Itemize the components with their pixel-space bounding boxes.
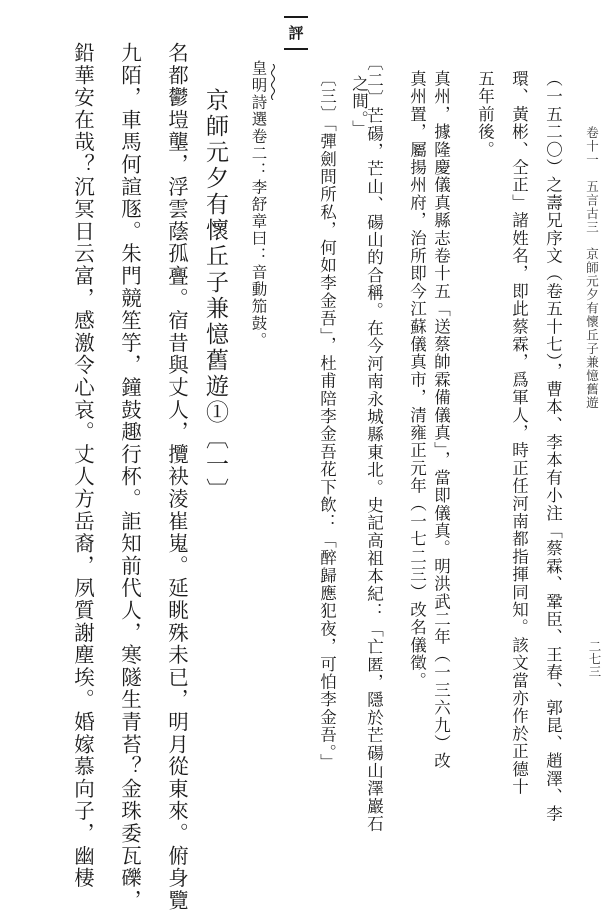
- note-3: 〔三〕「彈劍問所私，何如李金吾」，杜甫陪李金吾花下飲：「醉歸應犯夜，可怕李金吾。」: [317, 70, 337, 771]
- note-2: 〔二〕芒碭，芒山、碭山的合稱。在今河南永城縣東北。史記高祖本紀：「亡匿，隱於芒碭山澤巖石: [364, 54, 384, 833]
- poem-body-column-2: 九陌，車馬何諠豗。朱門競笙竽，鐘鼓趣行杯。詎知前代人，寒隧生青苔？金珠委瓦礫，: [117, 42, 142, 912]
- running-header: 卷十一 五言古三 京師元夕有懷丘子兼憶舊遊: [584, 126, 600, 410]
- note-1-line-c: 五年前後。: [475, 70, 495, 159]
- page-number: 二七三: [587, 640, 602, 678]
- note-1-line-a: 真州置，屬揚州府，治所即今江蘇儀真市，清雍正元年（一七二三）改名儀徵。: [407, 70, 427, 690]
- poem-body-column-1: 名都鬱塏壟，浮雲蔭孤亹。宿昔與丈人，攬袂淩崔嵬。延眺殊未已，明月從東來。俯身覽: [164, 42, 189, 912]
- note-2-continued: 之間。」: [349, 75, 369, 138]
- commentary-quote: 皇明詩選卷二：李舒章曰：音動笳鼓。: [249, 60, 268, 349]
- poem-title: 京師元夕有懷丘子兼憶舊遊①〔一〕: [202, 88, 228, 504]
- note-1-line-d: 環、黃彬、仝正」諸姓名，即此蔡霖，爲軍人，時正任河南都指揮同知。該文當亦作於正德十: [509, 70, 529, 796]
- ping-label: 評: [284, 16, 308, 50]
- poem-body-column-3: 鉛華安在哉？沉冥日云富，感激令心哀。丈人方岳裔，夙質謝塵埃。婚嫁慕向子，幽棲: [70, 42, 95, 890]
- title-wavy-underline: [270, 64, 276, 100]
- note-1-line-e: （一五二〇）之壽兄序文（卷五十七），曹本、李本有小注「蔡霖、鞏臣、王春、郭昆、趙澤、李: [543, 70, 563, 823]
- note-1-line-b: 真州，據隆慶儀真縣志卷十五「送蔡帥霖備儀真」，當即儀真。明洪武二年（一三六九）改: [431, 70, 451, 770]
